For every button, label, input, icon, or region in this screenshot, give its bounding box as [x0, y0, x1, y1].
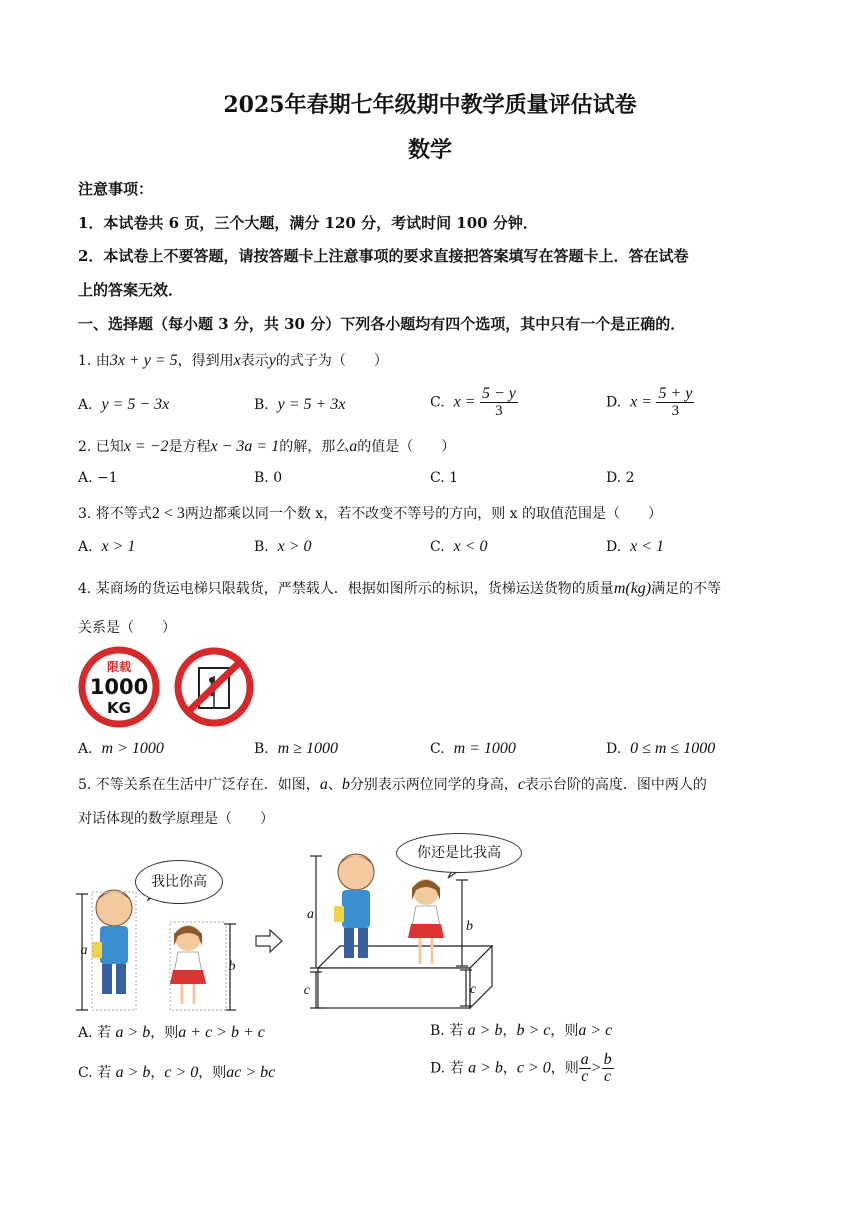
q3-option-d: D. x < 1: [606, 538, 664, 555]
sign-limit-value: 1000: [89, 675, 149, 699]
boy-figure-left: [92, 890, 132, 994]
notes-item-1: 1．本试卷共 6 页，三个大题，满分 120 分，考试时间 100 分钟．: [78, 214, 538, 232]
load-limit-sign: [78, 646, 160, 728]
q1-stem: 1. 由3x + y = 5，得到用x表示y的式子为（ ）: [78, 352, 388, 369]
q3-option-b: B. x > 0: [254, 538, 312, 555]
q2-option-d: D. 2: [606, 470, 635, 486]
label-a-left: a: [80, 943, 88, 958]
q2-option-a: A. −1: [78, 470, 118, 486]
q1-option-c: C. x = $\frac{5 - y}{3}$: [430, 385, 516, 419]
notes-item-2-line1: 2．本试卷上不要答题，请按答题卡上注意事项的要求直接把答案填写在答题卡上．答在试卷: [78, 247, 689, 265]
q2-option-c: C. 1: [430, 470, 459, 486]
label-b-left: b: [228, 959, 236, 974]
no-passengers-sign: [172, 646, 256, 728]
label-a-right: a: [307, 907, 314, 922]
q4-option-a: A. m > 1000: [78, 740, 164, 757]
exam-title: 2025年春期七年级期中教学质量评估试卷: [223, 92, 637, 118]
q5-stem-line2: 对话体现的数学原理是（ ）: [78, 811, 274, 827]
section1-heading: 一、选择题（每小题 3 分，共 30 分）下列各小题均有四个选项，其中只有一个是正确的．: [78, 315, 686, 333]
q1-option-b: B. y = 5 + 3x: [254, 396, 346, 413]
q4-stem-line1: 4. 某商场的货运电梯只限载货，严禁载人．根据如图所示的标识，货梯运送货物的质量m(kg)满足的不等: [78, 580, 722, 597]
q4-stem-line2: 关系是（ ）: [78, 620, 176, 636]
q4-option-c: C. m = 1000: [430, 740, 516, 757]
q2-option-b: B. 0: [254, 470, 283, 486]
q5-option-a: A. 若 a > b，则a + c > b + c: [78, 1024, 265, 1041]
boy-figure-right: [334, 854, 374, 958]
q4-option-b: B. m ≥ 1000: [254, 740, 338, 757]
q3-stem: 3. 将不等式2 < 3两边都乘以同一个数 x，若不改变不等号的方向，则 x 的取值范围是（ ）: [78, 505, 662, 522]
q5-option-c: C. 若 a > b，c > 0，则ac > bc: [78, 1064, 276, 1081]
q3-option-c: C. x < 0: [430, 538, 488, 555]
speech-bubble-right: 你还是比我高: [396, 833, 522, 873]
q2-stem: 2. 已知x = −2是方程x − 3a = 1的解，那么a的值是（ ）: [78, 438, 456, 455]
arrow-icon: [256, 930, 282, 952]
label-b-right: b: [466, 919, 473, 934]
label-c-right-step: c: [470, 982, 477, 997]
girl-figure-left: [170, 925, 206, 1004]
q1-option-a: A. y = 5 − 3x: [78, 396, 170, 413]
q5-option-b: B. 若 a > b，b > c，则a > c: [430, 1022, 613, 1039]
exam-subject: 数学: [407, 137, 452, 163]
label-c-right: c: [303, 983, 310, 998]
q4-option-d: D. 0 ≤ m ≤ 1000: [606, 740, 716, 757]
notes-heading: 注意事项：: [78, 180, 154, 198]
q5-option-d: D. 若 a > b，c > 0，则 $\frac{a}{c}$ > $\frac{b}{c}$: [430, 1051, 612, 1085]
sign-limit-label: 限载: [106, 660, 132, 674]
q5-stem-line1: 5. 不等关系在生活中广泛存在．如图，a、b分别表示两位同学的身高，c表示台阶的高度．图中两人的: [78, 776, 707, 793]
q1-option-d: D. x = $\frac{5 + y}{3}$: [606, 385, 693, 419]
sign-limit-unit: KG: [107, 699, 131, 717]
speech-bubble-left: 我比你高: [135, 860, 223, 904]
notes-item-2-line2: 上的答案无效．: [78, 281, 184, 299]
q3-option-a: A. x > 1: [78, 538, 136, 555]
